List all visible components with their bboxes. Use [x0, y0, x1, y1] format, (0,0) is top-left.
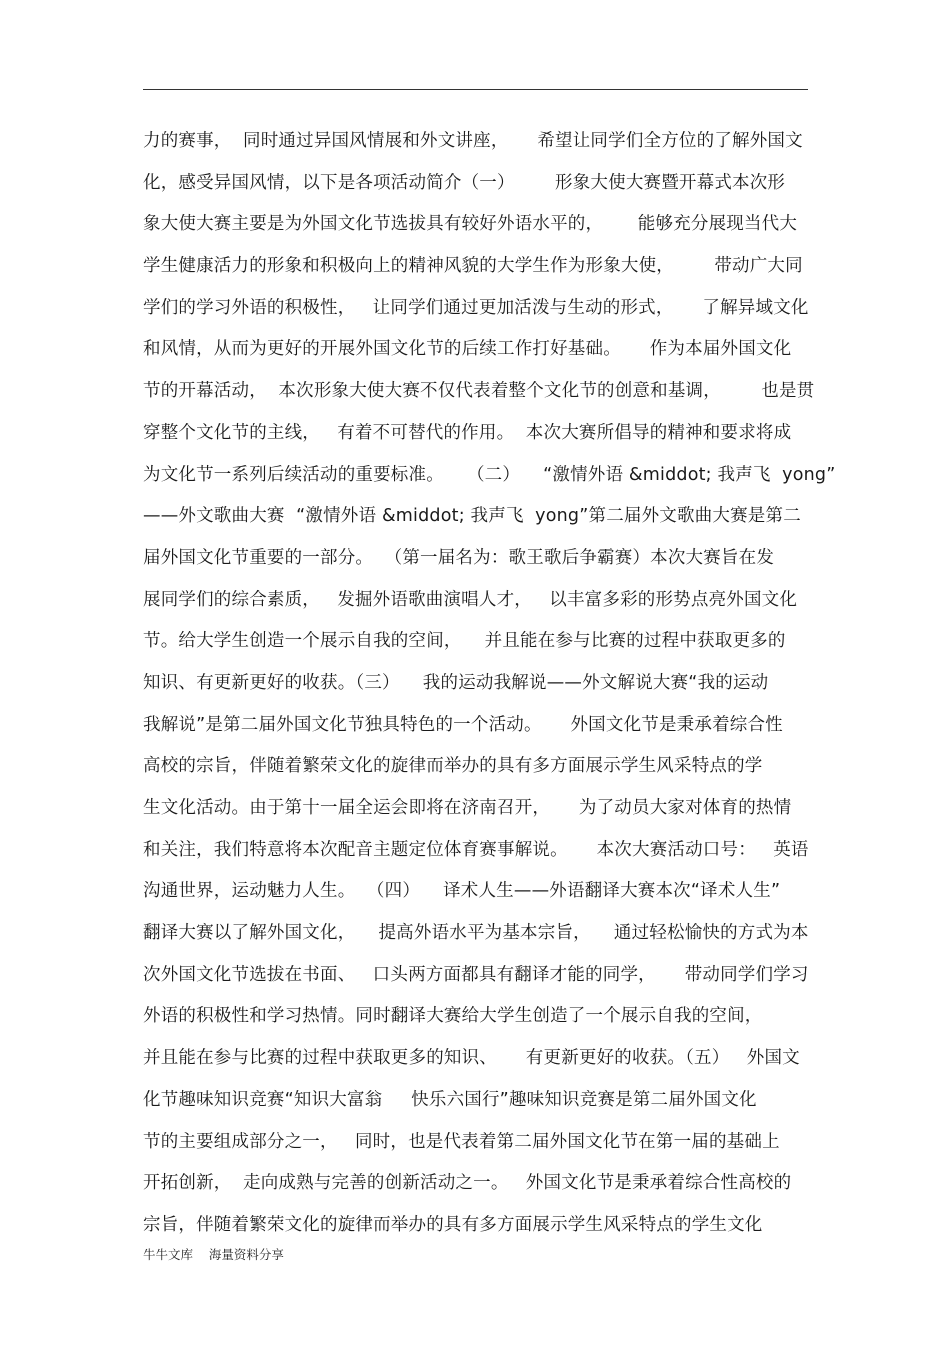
body-line: 翻译大赛以了解外国文化， 提高外语水平为基本宗旨， 通过轻松愉快的方式为本 [143, 923, 809, 944]
body-line: 并且能在参与比赛的过程中获取更多的知识、 有更新更好的收获。（五） 外国文 [143, 1048, 800, 1069]
body-line: 化节趣味知识竞赛“知识大富翁 快乐六国行”趣味知识竞赛是第二届外国文化 [143, 1089, 757, 1110]
body-line: 节的开幕活动， 本次形象大使大赛不仅代表着整个文化节的创意和基调， 也是贯 [143, 381, 815, 402]
body-line: 展同学们的综合素质， 发掘外语歌曲演唱人才， 以丰富多彩的形势点亮外国文化 [143, 589, 798, 610]
body-line: 化，感受异国风情，以下是各项活动简介（一） 形象大使大赛暨开幕式本次形 [143, 172, 786, 193]
body-line: 开拓创新， 走向成熟与完善的创新活动之一。 外国文化节是秉承着综合性高校的 [143, 1173, 792, 1194]
body-line: 力的赛事， 同时通过异国风情展和外文讲座， 希望让同学们全方位的了解外国文 [143, 131, 803, 151]
body-line: 和风情，从而为更好的开展外国文化节的后续工作打好基础。 作为本届外国文化 [143, 339, 792, 360]
body-line: 和关注，我们特意将本次配音主题定位体育赛事解说。 本次大赛活动口号： 英语 [143, 839, 809, 860]
body-line: 节。给大学生创造一个展示自我的空间， 并且能在参与比赛的过程中获取更多的 [143, 631, 786, 652]
body-line: 外语的积极性和学习热情。同时翻译大赛给大学生创造了一个展示自我的空间， [143, 1006, 763, 1027]
body-line: 知识、有更新更好的收获。（三） 我的运动我解说——外文解说大赛“我的运动 [143, 672, 769, 693]
body-line: 生文化活动。由于第十一届全运会即将在济南召开， 为了动员大家对体育的热情 [143, 798, 792, 818]
body-line: 届外国文化节重要的一部分。 （第一届名为：歌王歌后争霸赛）本次大赛旨在发 [143, 547, 775, 568]
body-line: 沟通世界，运动魅力人生。 （四） 译术人生——外语翻译大赛本次“译术人生” [143, 881, 781, 902]
body-line: 学们的学习外语的积极性， 让同学们通过更加活泼与生动的形式， 了解异域文化 [143, 297, 809, 318]
body-line: 学生健康活力的形象和积极向上的精神风貌的大学生作为形象大使， 带动广大同 [143, 256, 803, 277]
body-line: 我解说”是第二届外国文化节独具特色的一个活动。 外国文化节是秉承着综合性 [143, 714, 783, 735]
body-line: 次外国文化节选拔在书面、 口头两方面都具有翻译才能的同学， 带动同学们学习 [143, 964, 809, 985]
body-line: ——外文歌曲大赛 “激情外语 &middot; 我声飞 yong”第二届外文歌曲大赛是第二 [143, 506, 801, 527]
body-line: 宗旨，伴随着繁荣文化的旋律而举办的具有多方面展示学生风采特点的学生文化 [143, 1214, 763, 1235]
body-line: 节的主要组成部分之一， 同时，也是代表着第二届外国文化节在第一届的基础上 [143, 1131, 780, 1152]
body-line: 象大使大赛主要是为外国文化节选拔具有较好外语水平的， 能够充分展现当代大 [143, 214, 798, 235]
body-line: 为文化节一系列后续活动的重要标准。 （二） “激情外语 &middot; 我声飞 yong” [143, 464, 836, 485]
body-line: 高校的宗旨，伴随着繁荣文化的旋律而举办的具有多方面展示学生风采特点的学 [143, 756, 763, 777]
document-body [143, 121, 836, 1247]
header-rule [143, 89, 808, 90]
body-line: 穿整个文化节的主线， 有着不可替代的作用。 本次大赛所倡导的精神和要求将成 [143, 422, 792, 443]
footer-text: 牛牛文库 海量资料分享 [143, 1247, 284, 1262]
